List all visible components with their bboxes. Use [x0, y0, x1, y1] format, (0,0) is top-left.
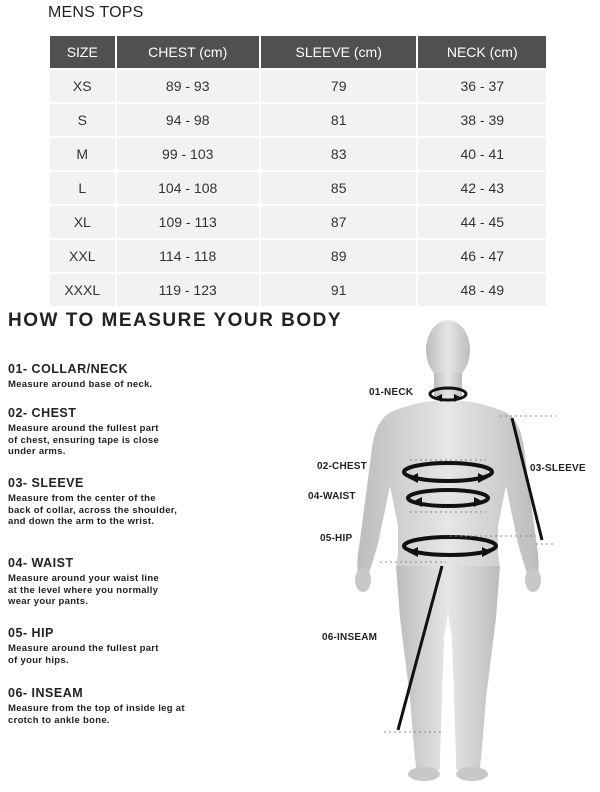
cell-size: M [50, 138, 115, 170]
measure-description: Measure around the fullest part of your hips. [8, 643, 159, 666]
figure-label-inseam: 06-INSEAM [322, 632, 378, 643]
size-table [48, 34, 548, 308]
measure-hip [8, 626, 168, 666]
cell-chest: 89 - 93 [117, 70, 259, 102]
cell-neck: 44 - 45 [418, 206, 546, 238]
measure-heading: 01- COLLAR/NECK [8, 362, 129, 376]
measure-description: Measure around the fullest part of chest, ensuring tape is close under arms. [8, 423, 160, 457]
right-hand-shape [525, 568, 541, 592]
cell-neck: 46 - 47 [418, 240, 546, 272]
measure-description: Measure from the top of inside leg at crotch to ankle bone. [8, 703, 185, 726]
figure-label-hip: 05-HIP [320, 533, 353, 544]
head-shape [426, 320, 470, 380]
cell-sleeve: 79 [261, 70, 417, 102]
figure-label-sleeve: 03-SLEEVE [530, 463, 586, 474]
measure-waist [8, 556, 168, 608]
header-size: SIZE [50, 36, 115, 68]
left-hand-shape [355, 568, 371, 592]
cell-chest: 114 - 118 [117, 240, 259, 272]
measure-description: Measure around base of neck. [8, 379, 153, 390]
figure-label-waist: 04-WAIST [308, 491, 356, 502]
measure-heading: 04- WAIST [8, 556, 74, 570]
measure-inseam [8, 686, 188, 726]
cell-neck: 42 - 43 [418, 172, 546, 204]
table-row [50, 240, 546, 272]
table-row [50, 206, 546, 238]
cell-sleeve: 87 [261, 206, 417, 238]
table-row [50, 172, 546, 204]
cell-neck: 48 - 49 [418, 274, 546, 306]
cell-sleeve: 89 [261, 240, 417, 272]
figure-label-neck: 01-NECK [369, 387, 414, 398]
header-neck: NECK (cm) [418, 36, 546, 68]
cell-chest: 99 - 103 [117, 138, 259, 170]
cell-neck: 40 - 41 [418, 138, 546, 170]
table-row [50, 104, 546, 136]
cell-neck: 36 - 37 [418, 70, 546, 102]
measure-description: Measure around your waist line at the level where you normally wear your pants. [8, 573, 160, 607]
cell-sleeve: 81 [261, 104, 417, 136]
cell-chest: 109 - 113 [117, 206, 259, 238]
cell-sleeve: 91 [261, 274, 417, 306]
cell-size: XXXL [50, 274, 115, 306]
cell-size: XXL [50, 240, 115, 272]
cell-size: S [50, 104, 115, 136]
cell-sleeve: 83 [261, 138, 417, 170]
measure-heading: 03- SLEEVE [8, 476, 84, 490]
header-chest: CHEST (cm) [117, 36, 259, 68]
how-to-measure-title: HOW TO MEASURE YOUR BODY [8, 310, 343, 331]
table-row [50, 274, 546, 306]
header-sleeve: SLEEVE (cm) [261, 36, 417, 68]
page-title: MENS TOPS [48, 4, 144, 21]
body-silhouette-figure [300, 318, 600, 788]
measure-sleeve [8, 476, 180, 528]
measure-heading: 02- CHEST [8, 406, 77, 420]
cell-sleeve: 85 [261, 172, 417, 204]
measure-heading: 06- INSEAM [8, 686, 84, 700]
measure-neck [8, 362, 198, 391]
table-header-row [50, 36, 546, 68]
measure-heading: 05- HIP [8, 626, 54, 640]
measure-description: Measure from the center of the back of collar, across the shoulder, and down the arm to the wrist. [8, 493, 178, 527]
neck-shape [434, 373, 462, 399]
figure-label-chest: 02-CHEST [317, 461, 367, 472]
cell-chest: 119 - 123 [117, 274, 259, 306]
table-row [50, 138, 546, 170]
table-row [50, 70, 546, 102]
left-foot-shape [408, 767, 440, 781]
cell-neck: 38 - 39 [418, 104, 546, 136]
cell-size: XL [50, 206, 115, 238]
legs-shape [396, 566, 500, 770]
cell-size: XS [50, 70, 115, 102]
right-foot-shape [456, 767, 488, 781]
cell-size: L [50, 172, 115, 204]
cell-chest: 104 - 108 [117, 172, 259, 204]
measure-chest [8, 406, 168, 458]
cell-chest: 94 - 98 [117, 104, 259, 136]
